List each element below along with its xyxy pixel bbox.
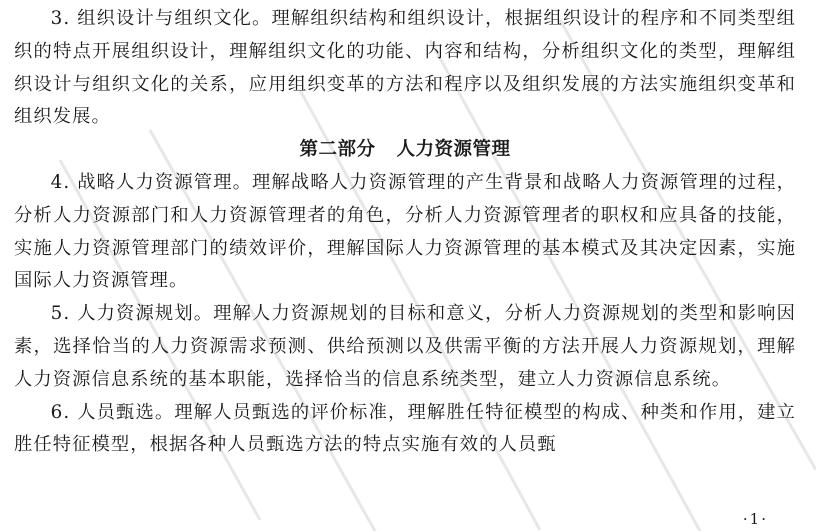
paragraph-personnel-selection: 6. 人员甄选。理解人员甄选的评价标准，理解胜任特征模型的构成、种类和作用，建立胜任特征模型，根据各种人员甄选方法的特点实施有效的人员甄 bbox=[14, 401, 796, 456]
section-title: 第二部分 人力资源管理 bbox=[299, 139, 511, 161]
document-page bbox=[14, 3, 796, 462]
paragraph-hr-planning: 5. 人力资源规划。理解人力资源规划的目标和意义，分析人力资源规划的类型和影响因素，选择恰当的人力资源需求预测、供给预测以及供需平衡的方法开展人力资源规划，理解人力资源信息系统的基本职能，选择恰当的信息系统类型，建立人力资源信息系统。 bbox=[14, 303, 796, 390]
paragraph-strategic-hrm: 4. 战略人力资源管理。理解战略人力资源管理的产生背景和战略人力资源管理的过程，分析人力资源部门和人力资源管理者的角色，分析人力资源管理者的职权和应具备的技能，实施人力资源管理部门的绩效评价，理解国际人力资源管理的基本模式及其决定因素，实施国际人力资源管理。 bbox=[14, 171, 796, 292]
paragraph-organization-design: 3. 组织设计与组织文化。理解组织结构和组织设计，根据组织设计的程序和不同类型组织的特点开展组织设计，理解组织文化的功能、内容和结构，分析组织文化的类型，理解组织设计与组织文化的关系，应用组织变革的方法和程序以及组织发展的方法实施组织变革和组织发展。 bbox=[14, 8, 796, 128]
page-number: ·1· bbox=[742, 510, 768, 528]
